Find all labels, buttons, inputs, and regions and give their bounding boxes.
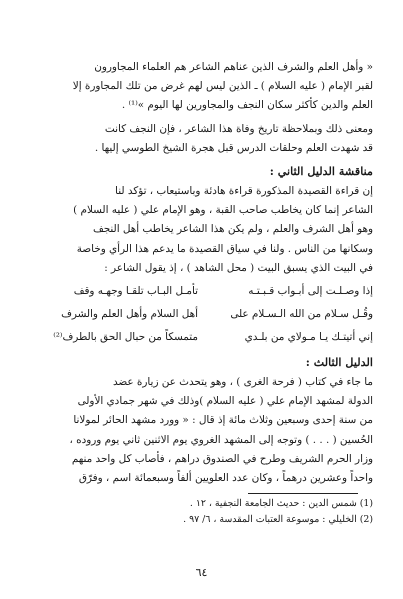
poem-verse <box>38 280 373 303</box>
text-line: وهو أهل الشرف والعلم ، ولم يكن هذا الشاعر يخاطب أهل النجف <box>92 223 373 236</box>
text-line: في البيت الذي يسبق البيت ( محل الشاهد ) ، إذ يقول الشاعر : <box>104 261 373 274</box>
section-heading-second-evidence: مناقشة الدليل الثاني : <box>269 164 373 179</box>
verse-second-hemistich: أهل السلام وأهل العلم والشرف <box>61 308 198 321</box>
poem-verse <box>38 303 373 326</box>
text-line: قد شهدت العلم وحلقات الدرس قبل هجرة الشيخ الطوسي إليها . <box>94 141 373 154</box>
verse-first-hemistich: وقُـل سـلام من الله الـسـلام على <box>230 308 373 321</box>
verse-second-hemistich: تأمـل البـاب تلقـا وجهـه وقف <box>73 285 198 298</box>
page-body <box>38 58 373 528</box>
text-line: الدولة لمشهد الإمام علي ( عليه السلام )وذلك في شهر جمادي الأولى <box>77 395 373 408</box>
text-line: وزار الحرم الشريف وطرح في الصندوق دراهم ، فأصاب كل واحد منهم <box>71 452 373 465</box>
text-line: لقبر الإمام ( عليه السلام ) ـ الذين ليس لهم غرض من تلك المجاورة إلا <box>72 80 373 93</box>
discussion-paragraph <box>38 182 373 278</box>
commentary-paragraph <box>38 120 373 158</box>
quoted-paragraph <box>38 58 373 116</box>
text-line: الشاعر إنما كان يخاطب صاحب القبة ، وهو الإمام علي ( عليه السلام ) <box>73 204 373 217</box>
text-line: من سنة إحدى وسبعين وثلاث مائة إذ قال : « وورد مشهد الحائر لمولانا <box>73 414 373 427</box>
text-line: ومعنى ذلك وبملاحظة تاريخ وفاة هذا الشاعر ، فإن النجف كانت <box>104 122 373 135</box>
footnote-divider <box>248 493 358 494</box>
text-line: إن قراءة القصيدة المذكورة قراءة هادئة وباستيعاب ، تؤكد لنا <box>115 185 373 198</box>
verse-second-hemistich: متمسكاً من حبال الحق بالطرف⁽²⁾ <box>53 331 198 344</box>
text-line: ما جاء في كتاب ( فرحة الغرى ) ، وهو يتحدث عن زيارة عضد <box>112 376 373 389</box>
section-heading-third-evidence: الدليل الثالث : <box>305 355 373 370</box>
page-number: ٦٤ <box>195 566 208 579</box>
footnote-1: (1) شمس الدين : حديث الجامعة النجفية ، ١٢ . <box>189 498 373 510</box>
footnote-2: (2) الخليلي : موسوعة العتبات المقدسة ، ٦/ ٩٧ . <box>183 514 373 526</box>
footnotes <box>38 496 373 528</box>
verse-first-hemistich: إني أتيتـك يـا مـولاي من بلـدي <box>244 331 373 344</box>
verse-first-hemistich: إذا وصـلـت إلى أبـواب قـبـتـه <box>248 285 373 298</box>
text-line: وسكانها من الناس . ولنا في سياق القصيدة ما يدعم هذا الرأي وخاصة <box>76 242 373 255</box>
text-line: « وأهل العلم والشرف الذين عناهم الشاعر هم العلماء المجاورون <box>94 61 373 73</box>
poem-verse <box>38 326 373 349</box>
text-line: واحداً وعشرين درهماً ، وكان عدد العلويين ألفاً وسبعمائة اسم ، وفرّق <box>78 472 373 485</box>
text-line: العلم والدين كأكثر سكان النجف والمجاورين لها اليوم »⁽¹⁾ . <box>121 99 373 112</box>
text-line: الحُسين ( . . . ) وتوجه إلى المشهد الغروي يوم الاثنين ثاني يوم وروده ، <box>69 433 373 446</box>
evidence-paragraph <box>38 373 373 488</box>
poem-verses <box>38 280 373 349</box>
